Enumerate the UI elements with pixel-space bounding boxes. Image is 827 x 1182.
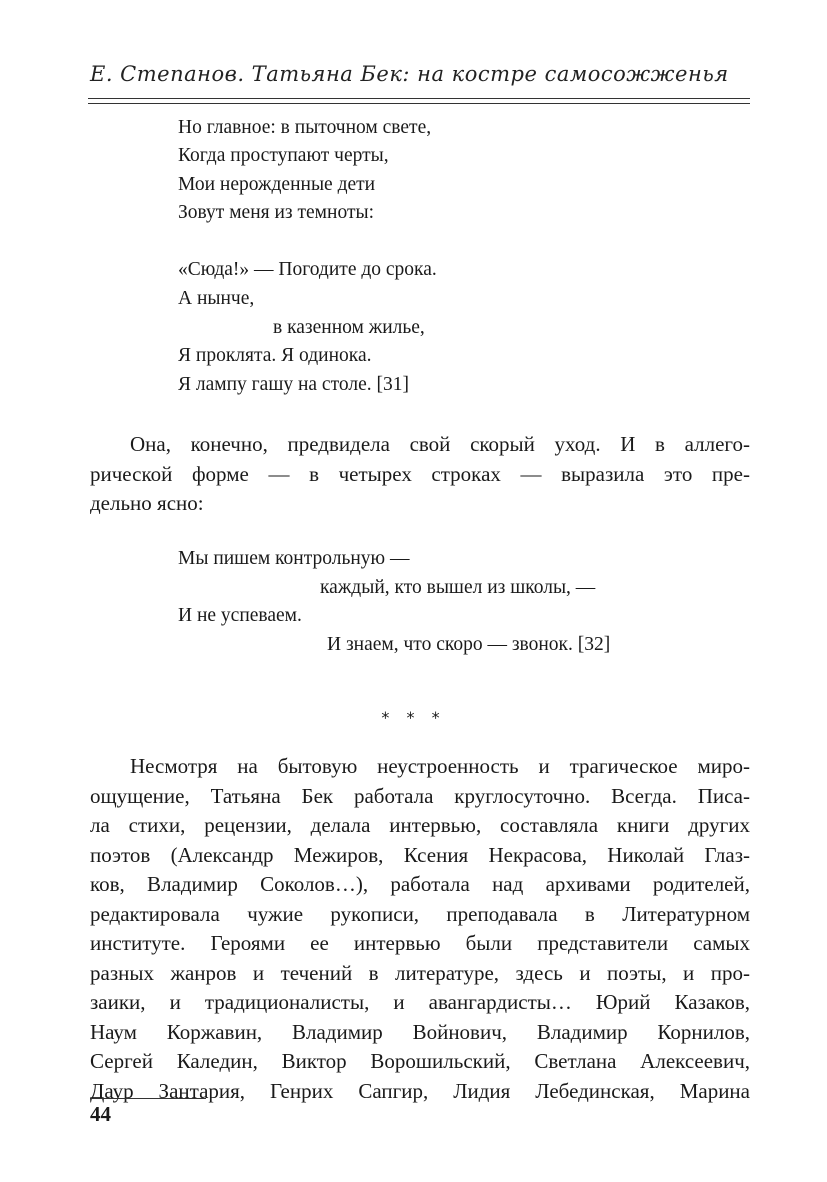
paragraph-line: ощущение, Татьяна Бек работала круглосуточно. Всегда. Писа- — [90, 783, 750, 808]
poem-line: И знаем, что скоро — звонок. [32] — [327, 634, 611, 655]
paragraph-line: ла стихи, рецензии, делала интервью, составляла книги других — [90, 813, 750, 837]
paragraph-line: Наум Коржавин, Владимир Войнович, Владимир Корнилов, — [90, 1019, 750, 1044]
poem-line: Мы пишем контрольную — — [178, 548, 410, 569]
poem-line: Зовут меня из темноты: — [178, 202, 374, 223]
poem-line: А нынче, — [178, 288, 255, 309]
poem-line: «Сюда!» — Погодите до срока. — [178, 259, 437, 280]
section-separator: * * * — [381, 708, 446, 727]
paragraph-line: поэтов (Александр Межиров, Ксения Некрасова, Николай Глаз- — [90, 842, 750, 867]
poem-line: Когда проступают черты, — [178, 145, 389, 166]
header-rule-bottom — [88, 103, 750, 104]
paragraph-line: Даур Зантария, Генрих Сапгир, Лидия Лебединская, Марина — [90, 1078, 750, 1103]
body-paragraph-2 — [90, 752, 750, 1106]
paragraph-line: заики, и традиционалисты, и авангардисты… Юрий Казаков, — [90, 990, 750, 1014]
header-rule-top — [88, 98, 750, 99]
poem-line: в казенном жилье, — [273, 317, 425, 338]
poem-line: Я проклята. Я одинока. — [178, 345, 372, 366]
paragraph-line: разных жанров и течений в литературе, здесь и поэты, и про- — [90, 960, 750, 985]
paragraph-line: Сергей Каледин, Виктор Ворошильский, Светлана Алексеевич, — [90, 1049, 750, 1073]
poem-line: Я лампу гашу на столе. [31] — [178, 374, 409, 395]
running-title: Е. Степанов. Татьяна Бек: на костре самосожженья — [90, 62, 729, 86]
footer-rule — [90, 1098, 206, 1099]
paragraph-line: редактировала чужие рукописи, преподавала в Литературном — [90, 901, 750, 926]
poem-line: Мои нерожденные дети — [178, 174, 376, 195]
paragraph-line: дельно ясно: — [90, 491, 204, 515]
poem-line: Но главное: в пыточном свете, — [178, 117, 432, 138]
paragraph-line: ков, Владимир Соколов…), работала над архивами родителей, — [90, 872, 750, 896]
poem-line: И не успеваем. — [178, 605, 302, 626]
paragraph-line: институте. Героями ее интервью были представители самых — [90, 931, 750, 955]
page-number: 44 — [90, 1102, 111, 1126]
paragraph-line: Несмотря на бытовую неустроенность и трагическое миро- — [130, 754, 750, 778]
poem-line: каждый, кто вышел из школы, — — [320, 577, 596, 598]
paragraph-line: Она, конечно, предвидела свой скорый уход. И в аллего- — [130, 432, 750, 456]
paragraph-line: рической форме — в четырех строках — выразила это пре- — [90, 461, 750, 486]
body-paragraph-1 — [90, 430, 750, 519]
